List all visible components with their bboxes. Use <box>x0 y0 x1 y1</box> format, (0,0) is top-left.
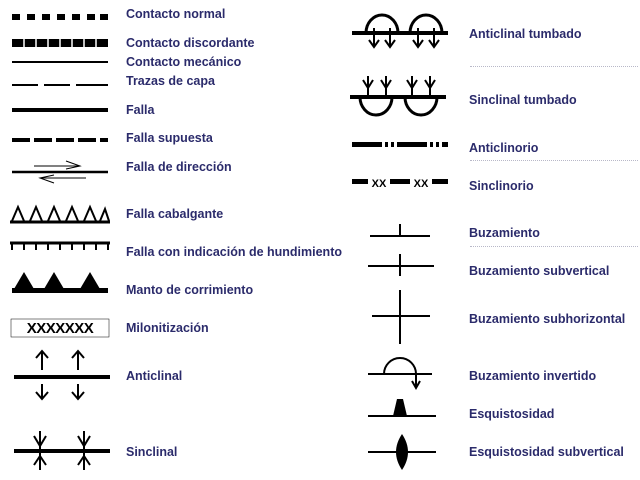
symbol-buzamiento-invertido <box>368 358 432 388</box>
symbol-buzamiento-subhorizontal <box>372 290 430 344</box>
label-milonitizacion: Milonitización <box>126 321 209 335</box>
label-anticlinal: Anticlinal <box>126 369 183 383</box>
label-falla-hundimiento: Falla con indicación de hundimiento <box>126 245 342 259</box>
label-esquistosidad-subvertical: Esquistosidad subvertical <box>469 445 624 459</box>
symbol-sinclinorio <box>352 178 448 190</box>
svg-text:XX: XX <box>371 178 387 190</box>
symbol-sinclinal <box>14 431 110 470</box>
symbol-sinclinal-tumbado <box>350 76 446 115</box>
label-falla-cabalgante: Falla cabalgante <box>126 207 224 221</box>
svg-text:XXXXXXX: XXXXXXX <box>26 320 94 337</box>
symbol-falla-hundimiento <box>10 243 110 250</box>
symbol-esquistosidad <box>368 399 436 416</box>
symbol-contacto-normal <box>12 14 108 20</box>
label-anticlinal-tumbado: Anticlinal tumbado <box>469 27 582 41</box>
symbol-manto-de-corrimiento <box>12 272 108 293</box>
label-contacto-discordante: Contacto discordante <box>126 36 255 50</box>
label-buzamiento-subhorizontal: Buzamiento subhorizontal <box>469 312 626 326</box>
label-buzamiento-invertido: Buzamiento invertido <box>469 369 597 383</box>
label-trazas-de-capa: Trazas de capa <box>126 74 215 88</box>
symbol-milonitizacion <box>11 319 109 337</box>
label-manto-de-corrimiento: Manto de corrimiento <box>126 283 254 297</box>
label-contacto-mecanico: Contacto mecánico <box>126 55 242 69</box>
label-falla-supuesta: Falla supuesta <box>126 131 213 145</box>
symbol-buzamiento <box>370 224 430 236</box>
label-anticlinorio: Anticlinorio <box>469 141 539 155</box>
symbol-buzamiento-subvertical <box>368 254 434 276</box>
label-falla-de-direccion: Falla de dirección <box>126 160 232 174</box>
symbol-anticlinal-tumbado <box>352 15 448 47</box>
label-buzamiento-subvertical: Buzamiento subvertical <box>469 264 610 278</box>
symbol-anticlinorio <box>352 142 448 147</box>
label-esquistosidad: Esquistosidad <box>469 407 555 421</box>
label-buzamiento: Buzamiento <box>469 226 540 240</box>
label-sinclinal: Sinclinal <box>126 445 178 459</box>
symbol-falla-de-direccion <box>12 161 108 183</box>
label-sinclinorio: Sinclinorio <box>469 179 534 193</box>
symbol-esquistosidad-subvertical <box>368 434 436 470</box>
label-falla: Falla <box>126 103 155 117</box>
svg-text:XX: XX <box>413 178 429 190</box>
label-contacto-normal: Contacto normal <box>126 7 226 21</box>
symbol-anticlinal <box>14 351 110 399</box>
symbol-falla-cabalgante <box>10 207 110 222</box>
label-sinclinal-tumbado: Sinclinal tumbado <box>469 93 577 107</box>
